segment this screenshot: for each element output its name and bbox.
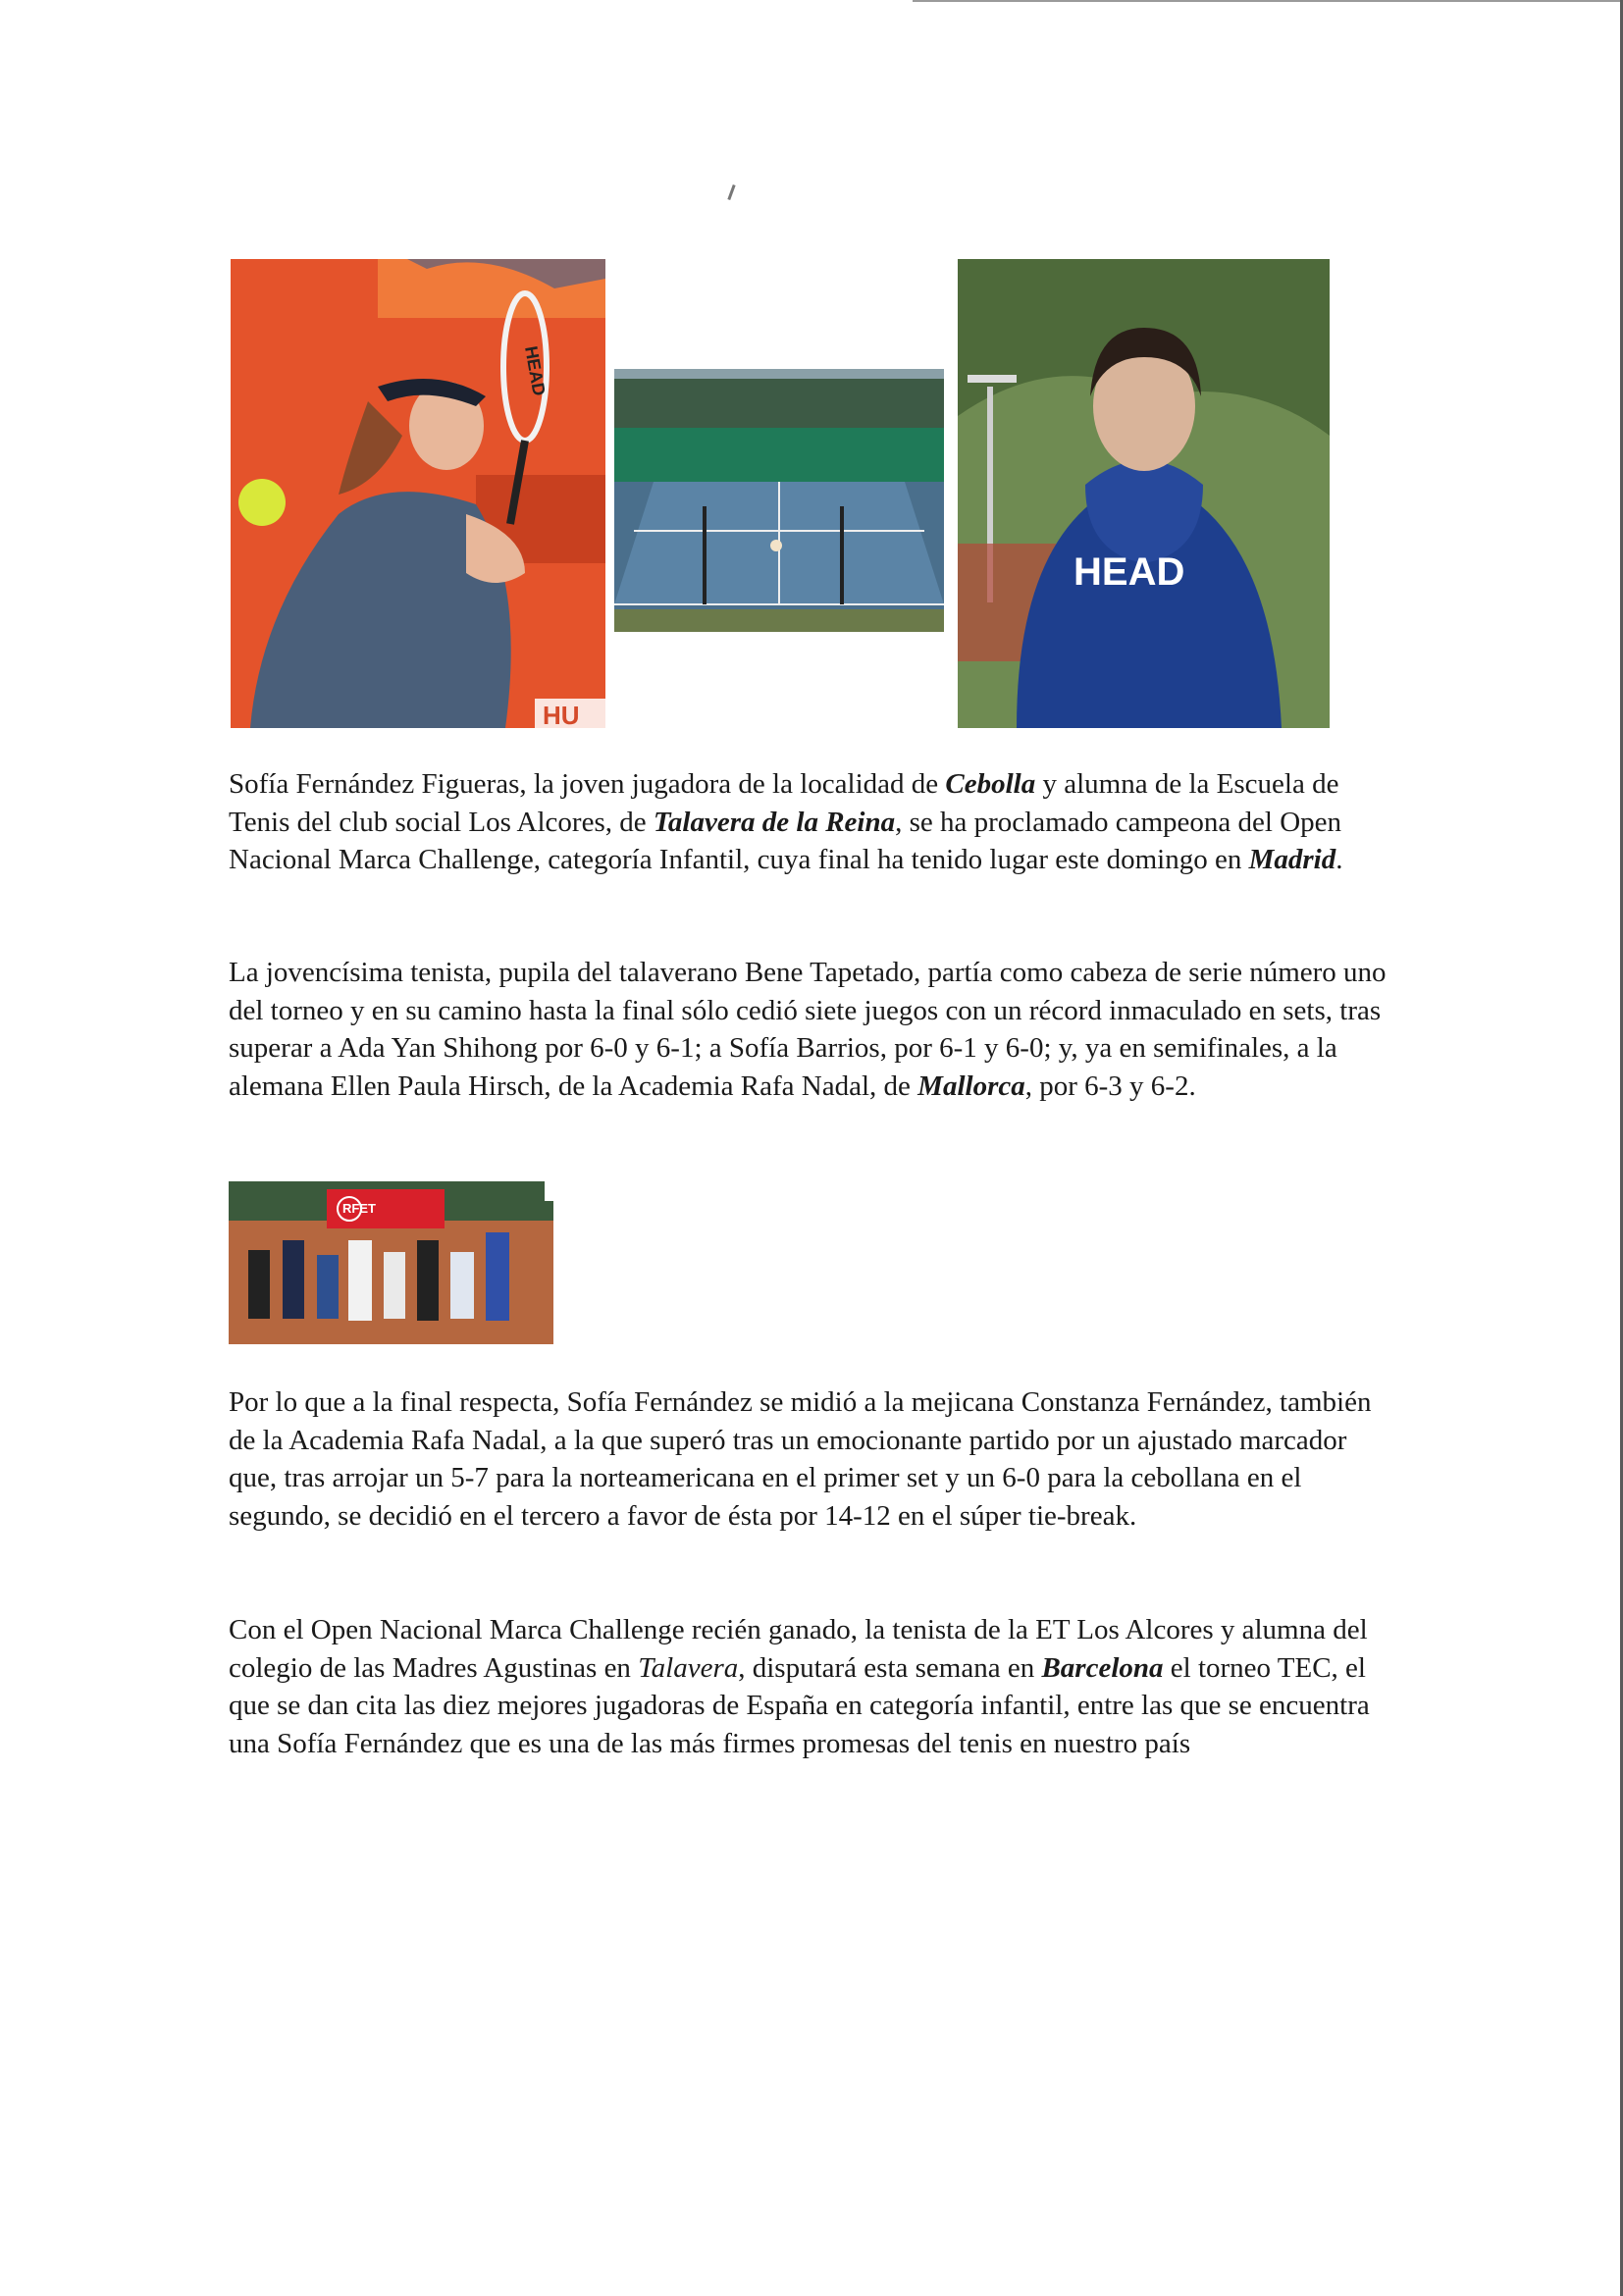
- text-run: , partía como cabeza de serie número uno del torneo y en su camino hasta la final sólo cedió siete juegos con un récord inmaculado en sets, tras superar a: [229, 957, 1387, 1064]
- text-run: por 6-0 y 6-1; a: [537, 1032, 729, 1064]
- text-run: Ada Yan Shihong: [338, 1032, 538, 1064]
- text-run: , por 6-1 y 6-0; y, ya en semifinales, a la alemana: [229, 1032, 1337, 1102]
- text-run: Con el Open Nacional Marca Challenge recién ganado, la tenista de la ET Los Alcores y alumna del colegio de las Madres Agustinas en: [229, 1614, 1368, 1684]
- photo-player-forehand: [231, 259, 605, 728]
- article-paragraph-3: [229, 1383, 1396, 1535]
- svg-text:HEAD: HEAD: [521, 344, 550, 397]
- svg-text:HEAD: HEAD: [1073, 550, 1185, 594]
- photo-player-portrait: [958, 259, 1330, 728]
- svg-text:HU: HU: [543, 701, 580, 728]
- text-run: , de la Academia Rafa Nadal, de: [544, 1070, 918, 1102]
- text-run: Barcelona: [1041, 1651, 1164, 1684]
- text-run: Por lo que a la final respecta,: [229, 1386, 567, 1418]
- photo-podium-group: [229, 1181, 553, 1344]
- article-paragraph-4: [229, 1611, 1396, 1762]
- text-run: que es una de las más firmes promesas del tenis en nuestro país: [462, 1727, 1191, 1759]
- text-run: se midió a la mejicana: [752, 1386, 1021, 1418]
- article-paragraph-1: [229, 765, 1396, 879]
- text-run: Cebolla: [945, 768, 1036, 800]
- text-run: el torneo TEC, el que se dan cita las diez mejores jugadoras de España en categoría infantil, entre las que se encuentra una: [229, 1651, 1370, 1759]
- text-run: Mallorca: [917, 1070, 1025, 1102]
- text-run: y alumna de la Escuela de Tenis del club social Los Alcores, de: [229, 768, 1339, 838]
- text-run: Sofía Fernández Figueras: [229, 768, 520, 800]
- text-run: La jovencísima tenista, pupila del talaverano: [229, 957, 745, 988]
- text-run: Bene Tapetado: [744, 957, 915, 988]
- text-run: Sofía Fernández: [566, 1386, 753, 1418]
- text-run: Talavera: [638, 1651, 739, 1684]
- text-run: , por 6-3 y 6-2.: [1024, 1070, 1196, 1102]
- scan-edge-top: [913, 0, 1623, 2]
- text-run: , se ha proclamado campeona del Open Nacional Marca Challenge, categoría Infantil, cuya final ha tenido lugar este domingo en: [229, 806, 1342, 875]
- text-run: Constanza Fernández: [1021, 1386, 1266, 1418]
- text-run: Sofía Fernández: [277, 1727, 463, 1759]
- text-run: , también de la Academia Rafa Nadal, a la que superó tras un emocionante partido por un ajustado marcador que, tras arrojar un 5-7 para la norteamericana en el primer set y un 6-0 para la cebollana en el segundo, se decidió en el tercero a favor de ésta por 14-12 en el súper tie-break.: [229, 1386, 1372, 1532]
- text-run: .: [1335, 844, 1343, 875]
- photo-court-overview: [614, 369, 944, 632]
- text-run: , la joven jugadora de la localidad de: [519, 768, 946, 800]
- svg-text:RFET: RFET: [342, 1201, 376, 1216]
- text-run: Ellen Paula Hirsch: [330, 1070, 545, 1102]
- scan-speck: [727, 184, 735, 200]
- article-paragraph-2: [229, 954, 1396, 1105]
- text-run: Talavera de la Reina: [653, 806, 896, 838]
- text-run: Madrid: [1248, 844, 1336, 875]
- text-run: Sofía Barrios: [728, 1032, 880, 1064]
- text-run: , disputará esta semana en: [738, 1651, 1042, 1684]
